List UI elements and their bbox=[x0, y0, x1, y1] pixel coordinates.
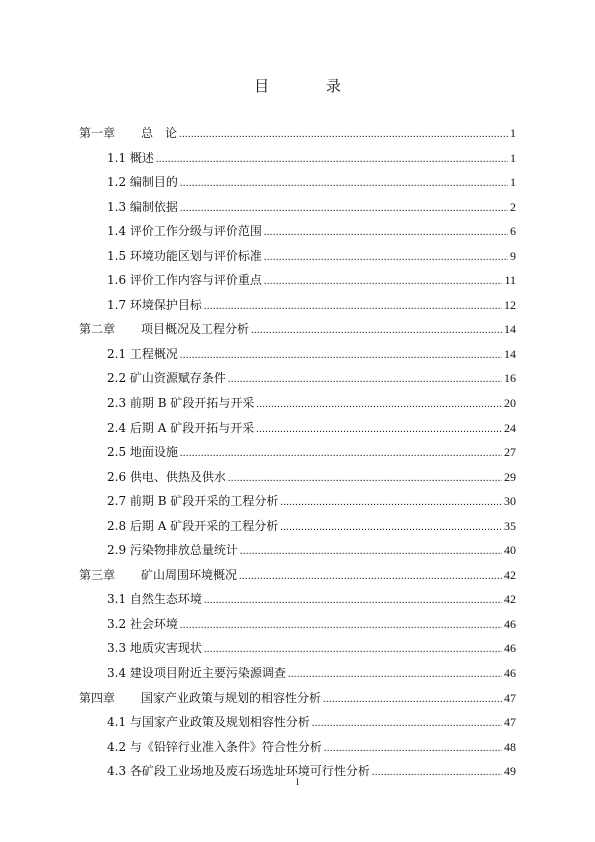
toc-page-number: 1 bbox=[510, 175, 516, 190]
toc-page-number: 49 bbox=[504, 764, 516, 779]
toc-page-number: 20 bbox=[504, 396, 516, 411]
toc-entry-title: 2.9 污染物排放总量统计 bbox=[107, 543, 238, 558]
toc-section-entry[interactable] bbox=[79, 713, 516, 738]
toc-section-entry[interactable] bbox=[79, 541, 516, 566]
toc-section-entry[interactable] bbox=[79, 173, 516, 198]
dot-leader bbox=[239, 571, 502, 582]
toc-page-number: 46 bbox=[504, 666, 516, 681]
dot-leader bbox=[180, 448, 502, 459]
toc-entry-title: 4.1 与国家产业政策及规划相容性分析 bbox=[107, 715, 310, 730]
toc-entry-title: 2.1 工程概况 bbox=[107, 346, 178, 361]
toc-page-number: 46 bbox=[504, 616, 516, 631]
toc-page-number: 30 bbox=[504, 494, 516, 509]
chapter-title: 国家产业政策与规划的相容性分析 bbox=[141, 690, 322, 705]
toc-chapter-entry[interactable] bbox=[79, 566, 516, 591]
toc-entry-title: 3.3 地质灾害现状 bbox=[107, 641, 202, 656]
toc-entry-title: 2.7 前期 B 矿段开采的工程分析 bbox=[107, 494, 279, 509]
toc-entry-title: 3.4 建设项目附近主要污染源调查 bbox=[107, 666, 286, 681]
dot-leader bbox=[204, 301, 502, 312]
page-number-footer: I bbox=[296, 777, 299, 787]
toc-section-entry[interactable] bbox=[79, 419, 516, 444]
toc-page-number: 9 bbox=[510, 248, 516, 263]
toc-entry-title: 1.2 编制目的 bbox=[107, 175, 178, 190]
toc-entry-title: 2.5 地面设施 bbox=[107, 445, 178, 460]
dot-leader bbox=[156, 154, 508, 165]
page-title: 目 录 bbox=[254, 77, 367, 95]
dot-leader bbox=[228, 374, 502, 385]
dot-leader bbox=[323, 694, 502, 705]
toc-section-entry[interactable] bbox=[79, 296, 516, 321]
dot-leader bbox=[179, 129, 508, 140]
toc-section-entry[interactable] bbox=[79, 198, 516, 223]
toc-section-entry[interactable] bbox=[79, 664, 516, 689]
toc-entry-title: 1.7 环境保护目标 bbox=[107, 297, 202, 312]
toc-page-number: 14 bbox=[504, 322, 516, 337]
toc-entry-title: 4.3 各矿段工业场地及废石场选址环境可行性分析 bbox=[107, 764, 370, 779]
dot-leader bbox=[264, 276, 503, 287]
toc-entry-title: 2.4 后期 A 矿段开拓与开采 bbox=[107, 420, 255, 435]
toc-section-entry[interactable] bbox=[79, 443, 516, 468]
dot-leader bbox=[312, 718, 502, 729]
toc-entry-title: 3.2 社会环境 bbox=[107, 616, 178, 631]
dot-leader bbox=[256, 399, 502, 410]
toc-chapter-entry[interactable] bbox=[79, 124, 516, 149]
toc-section-entry[interactable] bbox=[79, 615, 516, 640]
toc-entry-title: 3.1 自然生态环境 bbox=[107, 592, 202, 607]
dot-leader bbox=[204, 595, 502, 606]
toc-page-number: 47 bbox=[504, 715, 516, 730]
toc-entry-title bbox=[79, 566, 237, 583]
toc-page-number: 24 bbox=[504, 420, 516, 435]
dot-leader bbox=[251, 325, 502, 336]
toc-section-entry[interactable] bbox=[79, 738, 516, 763]
toc-page-number: 47 bbox=[504, 690, 516, 705]
toc-entry-title bbox=[79, 124, 177, 141]
toc-page-number: 1 bbox=[510, 150, 516, 165]
toc-entry-title bbox=[79, 320, 249, 337]
toc-page-number: 42 bbox=[504, 592, 516, 607]
chapter-number: 第三章 bbox=[79, 567, 116, 582]
dot-leader bbox=[264, 227, 508, 238]
toc-page-number: 27 bbox=[504, 445, 516, 460]
toc-entry-title: 1.5 环境功能区划与评价标准 bbox=[107, 248, 262, 263]
dot-leader bbox=[280, 522, 502, 533]
toc-page-number: 12 bbox=[504, 297, 516, 312]
toc-chapter-entry[interactable] bbox=[79, 689, 516, 714]
toc-section-entry[interactable] bbox=[79, 271, 516, 296]
toc-page-number: 29 bbox=[504, 469, 516, 484]
chapter-title: 总 论 bbox=[141, 126, 178, 140]
dot-leader bbox=[180, 203, 508, 214]
toc-section-entry[interactable] bbox=[79, 517, 516, 542]
dot-leader bbox=[324, 743, 502, 754]
toc-entry-title: 2.6 供电、供热及供水 bbox=[107, 469, 226, 484]
dot-leader bbox=[180, 350, 502, 361]
toc-entry-title: 1.1 概述 bbox=[107, 150, 154, 165]
dot-leader bbox=[180, 178, 508, 189]
dot-leader bbox=[240, 546, 502, 557]
dot-leader bbox=[280, 497, 502, 508]
toc-page-number: 35 bbox=[504, 518, 516, 533]
dot-leader bbox=[180, 620, 502, 631]
toc-page-number: 2 bbox=[510, 199, 516, 214]
dot-leader bbox=[256, 424, 502, 435]
toc-entry-title: 1.4 评价工作分级与评价范围 bbox=[107, 224, 262, 239]
toc-page-number: 46 bbox=[504, 641, 516, 656]
chapter-title: 矿山周围环境概况 bbox=[141, 567, 238, 582]
toc-chapter-entry[interactable] bbox=[79, 320, 516, 345]
chapter-number: 第四章 bbox=[79, 690, 116, 705]
toc-section-entry[interactable] bbox=[79, 468, 516, 493]
toc-page-number: 14 bbox=[504, 346, 516, 361]
chapter-title: 项目概况及工程分析 bbox=[141, 322, 250, 337]
toc-entry-title: 2.3 前期 B 矿段开拓与开采 bbox=[107, 396, 255, 411]
toc-section-entry[interactable] bbox=[79, 492, 516, 517]
toc-section-entry[interactable] bbox=[79, 149, 516, 174]
toc-section-entry[interactable] bbox=[79, 639, 516, 664]
toc-page-number: 1 bbox=[510, 126, 516, 140]
toc-entry-title: 4.2 与《铅锌行业准入条件》符合性分析 bbox=[107, 739, 322, 754]
dot-leader bbox=[228, 473, 502, 484]
toc-entry-title bbox=[79, 689, 321, 706]
toc-section-entry[interactable] bbox=[79, 590, 516, 615]
toc-page-number: 48 bbox=[504, 739, 516, 754]
toc-page-number: 11 bbox=[504, 273, 516, 288]
toc-page-number: 16 bbox=[504, 371, 516, 386]
dot-leader bbox=[264, 252, 508, 263]
toc-page-number: 42 bbox=[504, 567, 516, 582]
table-of-contents bbox=[79, 124, 516, 787]
toc-page-number: 40 bbox=[504, 543, 516, 558]
toc-section-entry[interactable] bbox=[79, 222, 516, 247]
chapter-number: 第二章 bbox=[79, 322, 116, 337]
chapter-number: 第一章 bbox=[79, 126, 116, 140]
toc-section-entry[interactable] bbox=[79, 345, 516, 370]
toc-entry-title: 1.6 评价工作内容与评价重点 bbox=[107, 273, 262, 288]
toc-section-entry[interactable] bbox=[79, 247, 516, 272]
dot-leader bbox=[204, 644, 502, 655]
toc-section-entry[interactable] bbox=[79, 369, 516, 394]
toc-page-number: 6 bbox=[510, 224, 516, 239]
toc-entry-title: 1.3 编制依据 bbox=[107, 199, 178, 214]
toc-entry-title: 2.8 后期 A 矿段开采的工程分析 bbox=[107, 518, 279, 533]
toc-entry-title: 2.2 矿山资源赋存条件 bbox=[107, 371, 226, 386]
dot-leader bbox=[288, 669, 502, 680]
toc-section-entry[interactable] bbox=[79, 394, 516, 419]
